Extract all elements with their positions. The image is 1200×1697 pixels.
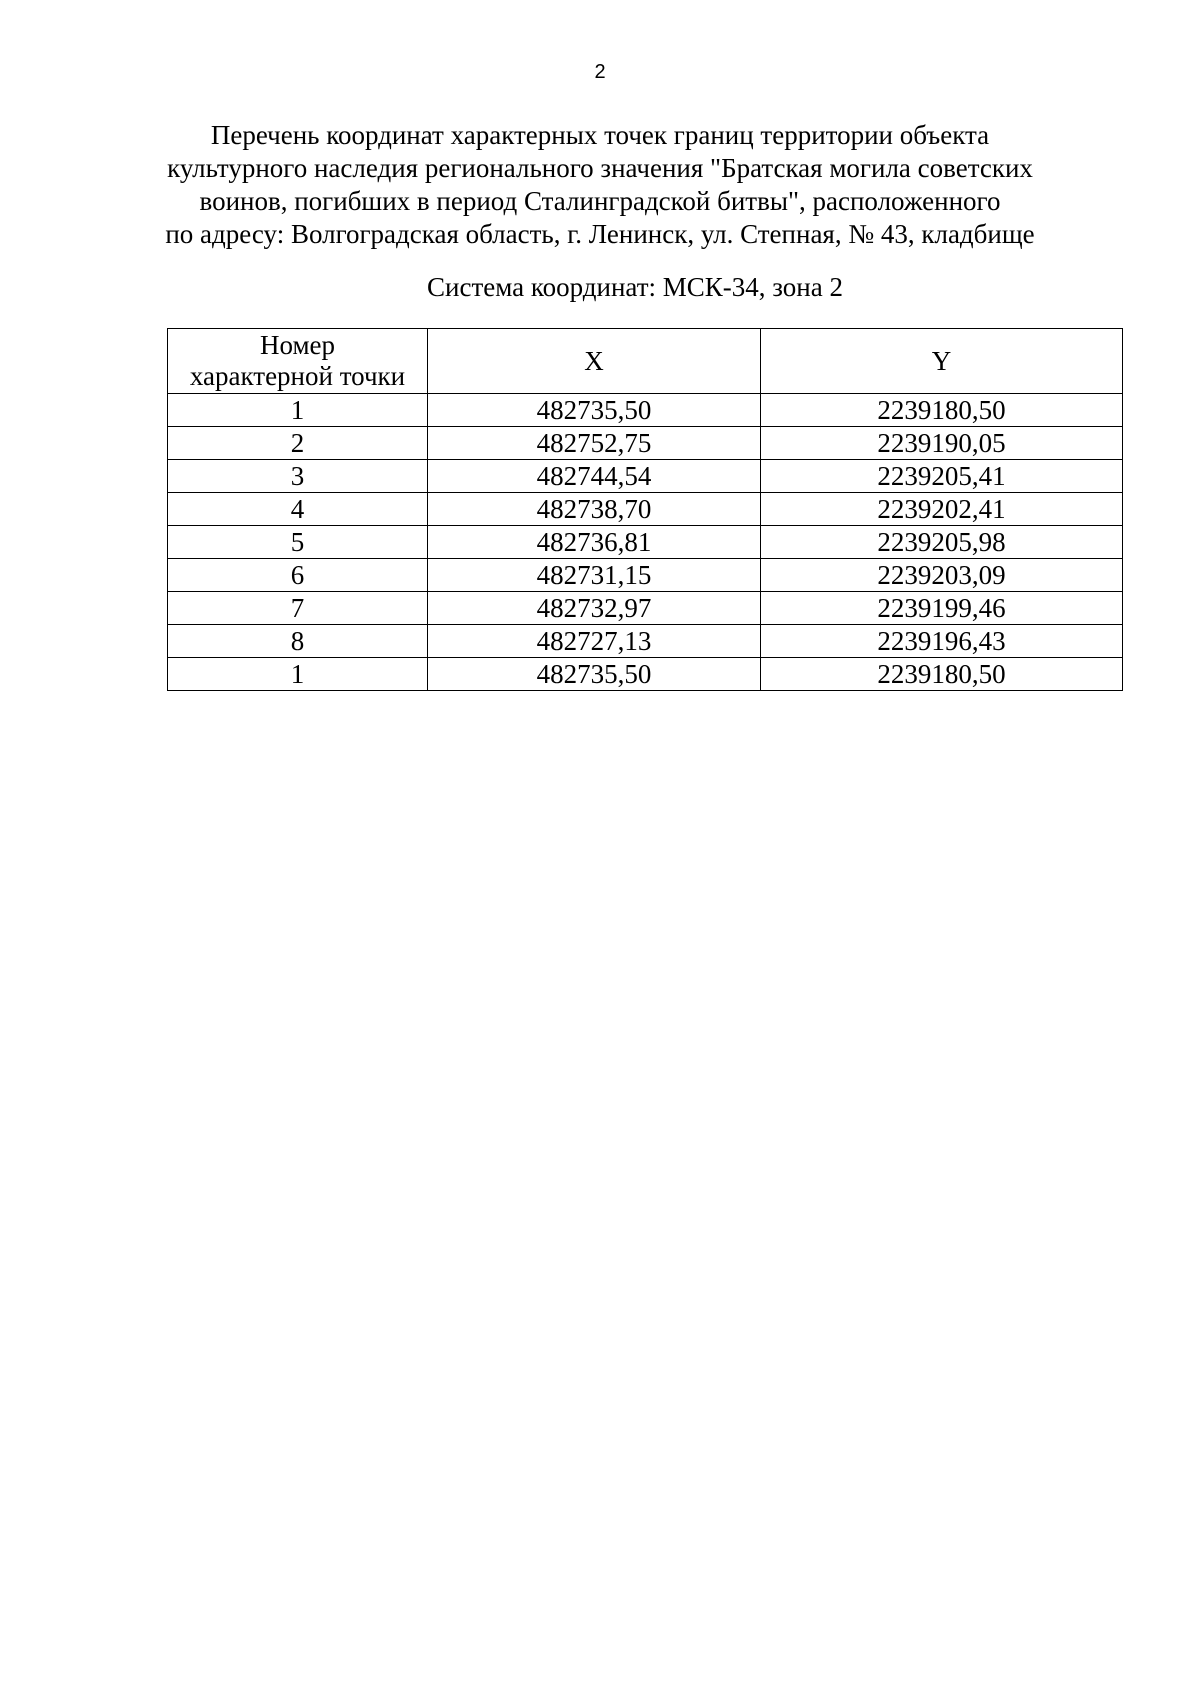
cell-x: 482735,50 (428, 394, 761, 427)
cell-point-number: 7 (168, 592, 428, 625)
table-row (168, 592, 1123, 625)
cell-y: 2239190,05 (761, 427, 1123, 460)
cell-x: 482752,75 (428, 427, 761, 460)
cell-point-number: 8 (168, 625, 428, 658)
table-row (168, 493, 1123, 526)
cell-y: 2239180,50 (761, 658, 1123, 691)
title-line: Перечень координат характерных точек границ территории объекта (210, 120, 990, 150)
table-row (168, 625, 1123, 658)
cell-x: 482744,54 (428, 460, 761, 493)
cell-point-number: 4 (168, 493, 428, 526)
cell-point-number: 5 (168, 526, 428, 559)
coordinate-system-caption: Система координат: МСК-34, зона 2 (427, 272, 843, 302)
cell-y: 2239203,09 (761, 559, 1123, 592)
cell-y: 2239180,50 (761, 394, 1123, 427)
cell-x: 482736,81 (428, 526, 761, 559)
header-x: X (428, 329, 761, 394)
header-point-number (168, 329, 428, 394)
table-row (168, 427, 1123, 460)
table-row (168, 559, 1123, 592)
cell-x: 482727,13 (428, 625, 761, 658)
table-row (168, 658, 1123, 691)
cell-x: 482735,50 (428, 658, 761, 691)
cell-y: 2239199,46 (761, 592, 1123, 625)
header-point-number-line: характерной точки (189, 361, 406, 391)
table-row (168, 394, 1123, 427)
header-point-number-line: Номер (259, 330, 336, 360)
title-line: воинов, погибших в период Сталинградской битвы", расположенного (199, 186, 1001, 216)
title-line: культурного наследия регионального значения "Братская могила советских (167, 153, 1033, 183)
cell-y: 2239205,41 (761, 460, 1123, 493)
page-number: 2 (594, 61, 606, 83)
cell-y: 2239202,41 (761, 493, 1123, 526)
table-row (168, 460, 1123, 493)
cell-point-number: 6 (168, 559, 428, 592)
document-title (150, 119, 1050, 251)
table-header-row (168, 329, 1123, 394)
cell-y: 2239205,98 (761, 526, 1123, 559)
cell-point-number: 2 (168, 427, 428, 460)
cell-point-number: 3 (168, 460, 428, 493)
cell-y: 2239196,43 (761, 625, 1123, 658)
cell-x: 482732,97 (428, 592, 761, 625)
header-y: Y (761, 329, 1123, 394)
cell-point-number: 1 (168, 394, 428, 427)
table-row (168, 526, 1123, 559)
title-line: по адресу: Волгоградская область, г. Ленинск, ул. Степная, № 43, кладбище (165, 219, 1035, 249)
coordinates-table (167, 328, 1123, 691)
cell-point-number: 1 (168, 658, 428, 691)
cell-x: 482738,70 (428, 493, 761, 526)
cell-x: 482731,15 (428, 559, 761, 592)
